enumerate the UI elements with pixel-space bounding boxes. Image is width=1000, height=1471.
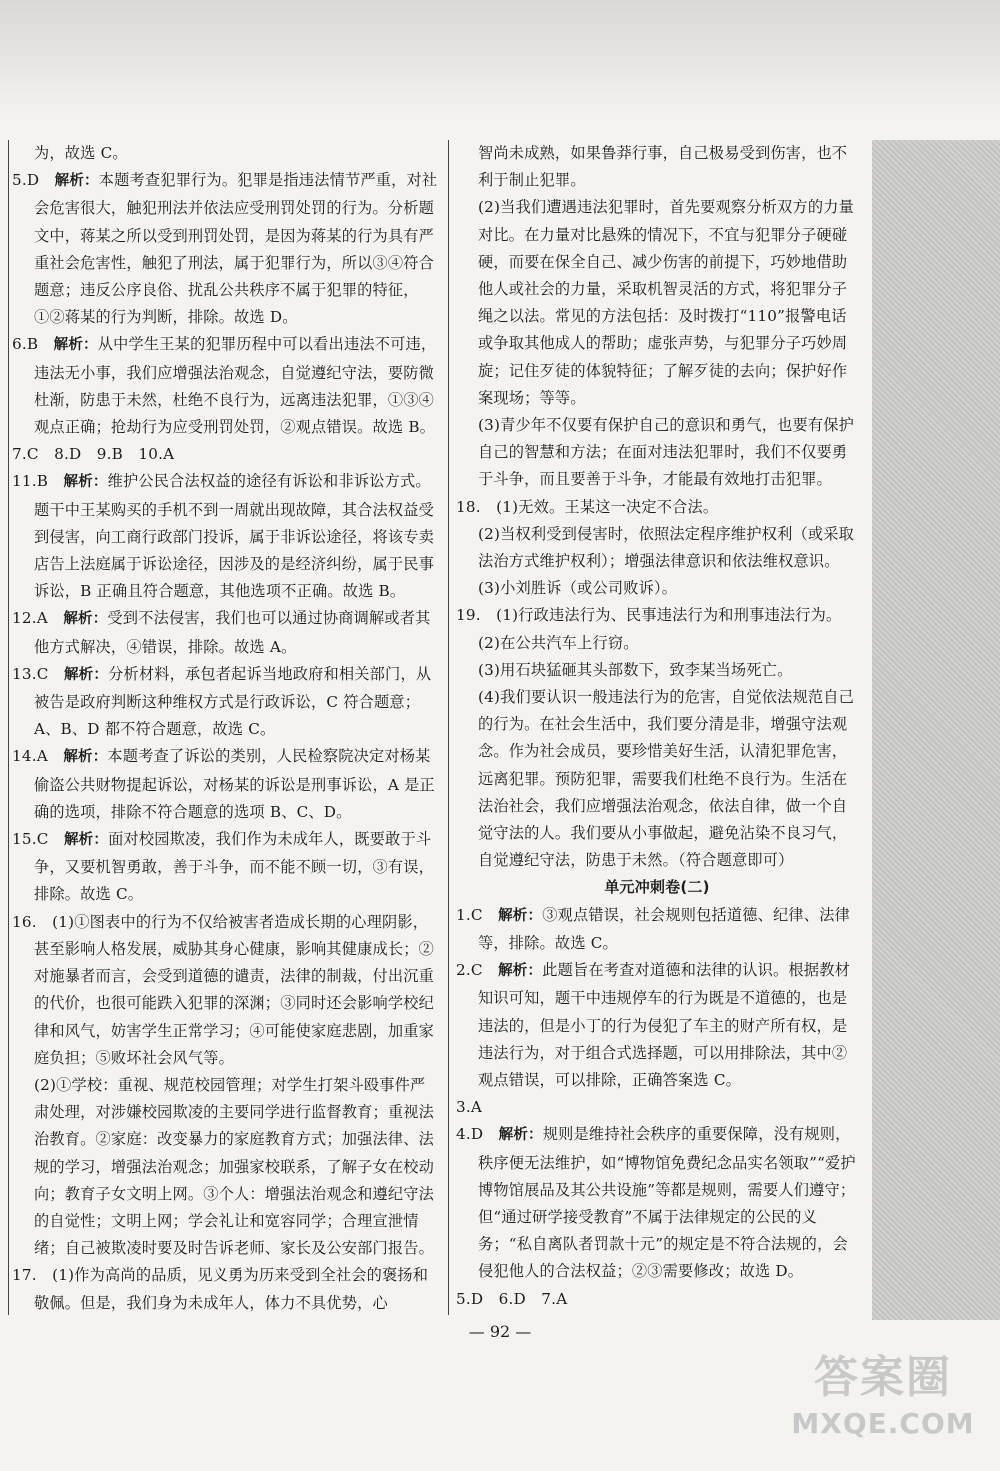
answer-text: 受到不法侵害，我们也可以通过协商调解或者其他方式解决，④错误，排除。故选 A。 bbox=[34, 609, 431, 656]
answer-item bbox=[452, 1094, 862, 1121]
answer-item bbox=[452, 1313, 862, 1315]
answer-number: 5.D bbox=[456, 1289, 499, 1308]
answer-item bbox=[8, 167, 440, 331]
continued-text: 为，故选 C。 bbox=[34, 144, 128, 162]
watermark-main: 答案圈 bbox=[814, 1352, 952, 1403]
answer-subpart: (2)当权利受到侵害时，依照法定程序维护权利（或采取法治方式维护权利）；增强法律意识和依法维权意识。 bbox=[478, 524, 855, 571]
answer-number: 19. bbox=[456, 606, 497, 625]
watermark-sub: MXQE.COM bbox=[791, 1407, 975, 1440]
answer-number: 6.B bbox=[12, 335, 54, 354]
analysis-tag: 解析： bbox=[498, 907, 543, 924]
answer-item bbox=[8, 826, 440, 909]
answer-item bbox=[452, 1286, 862, 1313]
answer-number: 4.D bbox=[456, 1125, 499, 1144]
answer-text: 本题考查了诉讼的类别，人民检察院决定对杨某偷盗公共财物提起诉讼，对杨某的诉讼是刑事诉讼，A 是正确的选项，排除不符合题意的选项 B、C、D。 bbox=[34, 747, 435, 821]
answer-number: 11.B bbox=[12, 472, 64, 491]
answer-item bbox=[452, 957, 862, 1094]
section-title: 单元冲刺卷(二) bbox=[604, 878, 710, 897]
analysis-tag: 解析： bbox=[498, 1127, 543, 1144]
answer-item bbox=[452, 902, 862, 957]
answer-text: (1)①图表中的行为不仅给被害者造成长期的心理阴影，甚至影响人格发展，威胁其身心健康，影响其健康成长；②对施暴者而言，会受到道德的谴责，法律的制裁，付出沉重的代价，也很可能跌入犯罪的深渊；③同时还会影响学校纪律和风气，妨害学生正常学习；④可能使家庭悲剧，加重家庭负担；⑤败坏社会风气等。 bbox=[34, 912, 435, 1067]
top-shadow bbox=[0, 0, 1000, 120]
answer-subpart: (3)青少年不仅要有保护自己的意识和勇气，也要有保护自己的智慧和方法；在面对违法犯罪时，我们不仅要勇于斗争，而且要善于斗争，才能最有效地打击犯罪。 bbox=[478, 416, 855, 489]
analysis-tag: 解析： bbox=[63, 749, 108, 766]
answer-number: 18. bbox=[456, 497, 497, 516]
answer-number: 13.C bbox=[12, 664, 64, 683]
answer-subpart: (2)当我们遭遇违法犯罪时，首先要观察分析双方的力量对比。在力量对比悬殊的情况下，不宜与犯罪分子硬碰硬，而要在保全自己、减少伤害的前提下，巧妙地借助他人或社会的力量，采取机智灵活的方式，将犯罪分子绳之以法。常见的方法包括：及时拨打“110”报警电话或争取其他成人的帮助；虚张声势，与犯罪分子巧妙周旋；记住歹徒的体貌特征；了解歹徒的去向；保护好作案现场；等等。 bbox=[478, 198, 855, 407]
continued-text: 智尚未成熟，如果鲁莽行事，自己极易受到伤害，也不利于制止犯罪。 bbox=[478, 144, 848, 190]
answer-text: (1)作为高尚的品质，见义勇为历来受到全社会的褒扬和敬佩。但是，我们身为未成年人，体力不具优势，心 bbox=[34, 1266, 429, 1312]
analysis-tag: 解析： bbox=[53, 337, 98, 354]
answer-subpart: (3)用石块猛砸其头部数下，致李某当场死亡。 bbox=[478, 660, 793, 679]
answer-item bbox=[8, 605, 440, 660]
answer-text: (1)无效。王某这一决定不合法。 bbox=[496, 497, 719, 516]
watermark-logo bbox=[778, 1349, 988, 1459]
answer-item bbox=[8, 743, 440, 826]
right-column bbox=[452, 140, 862, 1315]
answer-text: 从中学生王某的犯罪历程中可以看出违法不可违，违法无小事，我们应增强法治观念，自觉遵纪守法，要防微杜渐，防患于未然，杜绝不良行为，远离违法犯罪，①③④观点正确；抢劫行为应受刑罚处罚，②观点错误。故选 B。 bbox=[34, 335, 437, 437]
answer-text: (1)行政违法行为、民事违法行为和刑事违法行为。 bbox=[496, 606, 842, 625]
answer-text: 规则是维持社会秩序的重要保障，没有规则，秩序便无法维护，如“博物馆免费纪念品实名领取”“爱护博物馆展品及其公共设施”等都是规则，需要人们遵守；但“通过研学接受教育”不属于法律规定的公民的义务；“私自离队者罚款十元”的规定是不符合法规的，会侵犯他人的合法权益；②③需要修改；故选 D。 bbox=[478, 1125, 856, 1281]
answer-number: 14.A bbox=[12, 747, 64, 766]
answer-text: 维护公民合法权益的途径有诉讼和非诉讼方式。题干中王某购买的手机不到一周就出现故障，其合法权益受到侵害，向工商行政部门投诉，属于非诉讼途径，将该专卖店告上法庭属于诉讼途径，因涉及的是经济纠纷，属于民事诉讼，B 正确且符合题意，其他选项不正确。故选 B。 bbox=[34, 472, 435, 601]
answer-subpart: (3)小刘胜诉（或公司败诉）。 bbox=[478, 579, 678, 598]
answer-text: 6.D 7.A bbox=[498, 1289, 568, 1308]
left-column bbox=[8, 140, 449, 1315]
answer-item bbox=[8, 909, 440, 1072]
analysis-tag: 解析： bbox=[63, 474, 108, 491]
answer-number: 5.D bbox=[12, 171, 55, 190]
answer-number: 12.A bbox=[12, 609, 64, 628]
answer-item bbox=[452, 602, 862, 629]
answer-text: 8.D 9.B 10.A bbox=[54, 445, 175, 464]
answer-item bbox=[8, 661, 440, 744]
answer-item bbox=[8, 331, 440, 441]
answer-text: ③观点错误，社会规则包括道德、纪律、法律等，排除。故选 C。 bbox=[478, 905, 850, 952]
answer-item bbox=[8, 468, 440, 605]
answer-item bbox=[8, 441, 440, 468]
answer-subpart: (2)在公共汽车上行窃。 bbox=[478, 633, 639, 652]
page-number: — 92 — bbox=[468, 1322, 532, 1341]
answer-number: 16. bbox=[12, 912, 53, 931]
answer-number: 17. bbox=[12, 1266, 53, 1285]
analysis-tag: 解析： bbox=[63, 611, 108, 628]
analysis-tag: 解析： bbox=[63, 666, 109, 683]
analysis-tag: 解析： bbox=[498, 963, 543, 980]
answer-text: 面对校园欺凌，我们作为未成年人，既要敢于斗争，又要机智勇敢，善于斗争，而不能不顾一切，③有误，排除。故选 C。 bbox=[34, 830, 435, 904]
answer-number: 7.C bbox=[12, 445, 55, 464]
analysis-tag: 解析： bbox=[54, 173, 99, 190]
answer-text: 分析材料，承包者起诉当地政府和相关部门，从被告是政府判断这种维权方式是行政诉讼，C 符合题意；A、B、D 都不符合题意，故选 C。 bbox=[34, 664, 432, 739]
answer-text: 本题考查犯罪行为。犯罪是指违法情节严重，对社会危害很大，触犯刑法并依法应受刑罚处罚的行为。分析题文中，蒋某之所以受到刑罚处罚，是因为蒋某的行为具有严重社会危害性，触犯了刑法，属于犯罪行为，所以③④符合题意；违反公序良俗、扰乱公共秩序不属于犯罪的特征，①②蒋某的行为判断，排除。故选 D。 bbox=[34, 171, 438, 327]
answer-text: 此题旨在考查对道德和法律的认识。根据教材知识可知，题干中违规停车的行为既是不道德的，也是违法的，但是小丁的行为侵犯了车主的财产所有权，是违法行为，对于组合式选择题，可以用排除法，其中②观点错误，可以排除，正确答案选 C。 bbox=[478, 961, 850, 1089]
answer-number: 2.C bbox=[456, 961, 499, 980]
answer-subpart: (2)①学校：重视、规范校园管理；对学生打架斗殴事件严肃处理，对涉嫌校园欺凌的主要同学进行监督教育；重视法治教育。②家庭：改变暴力的家庭教育方式；加强法律、法规的学习，增强法治观念；加强家校联系，了解子女在校动向；教育子女文明上网。③个人：增强法治观念和遵纪守法的自觉性；文明上网；学会礼让和宽容同学；合理宣泄情绪；自己被欺凌时要及时告诉老师、家长及公安部门报告。 bbox=[34, 1075, 435, 1258]
answer-number: 1.C bbox=[456, 905, 499, 924]
answer-item bbox=[452, 494, 862, 521]
answer-subpart: (4)我们要认识一般违法行为的危害，自觉依法规范自己的行为。在社会生活中，我们要分清是非，增强守法观念。作为社会成员，要珍惜美好生活，认清犯罪危害，远离犯罪。预防犯罪，需要我们杜绝不良行为。生活在法治社会，我们应增强法治观念，依法自律，做一个自觉守法的人。我们要从小事做起，避免沾染不良习气，自觉遵纪守法，防患于未然。（符合题意即可） bbox=[478, 688, 855, 870]
answer-number: 3.A bbox=[456, 1098, 483, 1117]
answer-item bbox=[452, 1121, 862, 1285]
analysis-tag: 解析： bbox=[63, 832, 109, 849]
answer-number: 15.C bbox=[12, 830, 64, 849]
answer-item bbox=[8, 1262, 440, 1315]
scan-edge-strip bbox=[872, 140, 1000, 1320]
